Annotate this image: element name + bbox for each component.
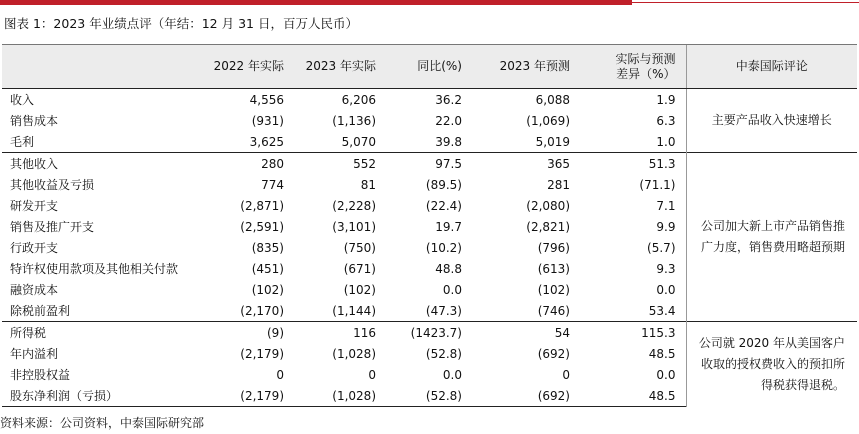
header-yoy: 同比(%) [386, 45, 472, 89]
row-diff: 9.9 [656, 219, 676, 234]
header-2023-actual: 2023 年实际 [294, 45, 386, 89]
row-forecast: 54 [472, 322, 580, 344]
comment-expenses: 公司加大新上市产品销售推广力度，销售费用略超预期 [686, 153, 857, 322]
row-2022: (451) [251, 261, 284, 276]
row-yoy: (47.3) [425, 303, 462, 318]
row-forecast: (692) [537, 346, 570, 361]
row-item: 销售成本 [10, 114, 59, 128]
row-yoy: (22.4) [425, 198, 462, 213]
row-diff: 115.3 [580, 322, 686, 344]
row-item: 年内溢利 [10, 347, 59, 361]
top-accent-bar [0, 0, 632, 5]
row-2023: (2,228) [332, 198, 376, 213]
row-2023: (3,101) [332, 219, 376, 234]
row-2022: (2,170) [240, 303, 284, 318]
comment-revenue: 主要产品收入快速增长 [686, 89, 857, 153]
row-2022: (2,179) [240, 346, 284, 361]
row-diff: 1.0 [656, 134, 676, 149]
row-diff: 0.0 [656, 282, 676, 297]
row-forecast: (2,080) [526, 198, 570, 213]
row-yoy: (1423.7) [386, 322, 472, 344]
row-yoy: 36.2 [435, 92, 462, 107]
row-2022: (9) [202, 322, 294, 344]
row-2023: (1,028) [294, 385, 386, 407]
row-forecast: 6,088 [535, 92, 570, 107]
row-yoy: (10.2) [425, 240, 462, 255]
row-item: 销售及推广开支 [10, 220, 95, 234]
row-2023: 116 [294, 322, 386, 344]
row-2022: 4,556 [249, 92, 284, 107]
row-yoy: 48.8 [435, 261, 462, 276]
table-row [2, 322, 857, 344]
row-2022: (835) [251, 240, 284, 255]
header-diff-line2: 差异（%） [616, 66, 676, 81]
row-item: 除税前盈利 [10, 304, 71, 318]
row-2023: 5,070 [341, 134, 376, 149]
source-note: 资料来源：公司资料，中泰国际研究部 [0, 416, 205, 430]
row-diff: (71.1) [639, 177, 676, 192]
row-diff: 6.3 [656, 113, 676, 128]
row-2023: (1,028) [332, 346, 376, 361]
row-2023: (102) [343, 282, 376, 297]
row-2022: 774 [261, 177, 284, 192]
row-item: 其他收益及亏损 [10, 178, 95, 192]
row-2022: (931) [251, 113, 284, 128]
row-forecast: (1,069) [526, 113, 570, 128]
row-forecast: 5,019 [535, 134, 570, 149]
row-yoy: 22.0 [435, 113, 462, 128]
table-row [2, 153, 857, 175]
row-yoy: 19.7 [435, 219, 462, 234]
row-diff: 48.5 [580, 385, 686, 407]
comment-tax: 公司就 2020 年从美国客户收取的授权费收入的预扣所得税获得退税。 [686, 322, 857, 407]
row-yoy: 0.0 [442, 367, 462, 382]
header-row [2, 45, 857, 89]
row-item: 融资成本 [10, 283, 59, 297]
row-forecast: (102) [537, 282, 570, 297]
row-2022: (2,179) [202, 385, 294, 407]
row-item: 非控股权益 [10, 368, 71, 382]
row-2022: (2,591) [240, 219, 284, 234]
row-2023: (750) [343, 240, 376, 255]
row-diff: 1.9 [656, 92, 676, 107]
row-item: 毛利 [10, 135, 35, 149]
top-accent-line [632, 2, 859, 3]
row-yoy: (89.5) [425, 177, 462, 192]
row-forecast: (746) [537, 303, 570, 318]
row-forecast: (796) [537, 240, 570, 255]
header-item [2, 45, 202, 89]
row-item: 特许权使用款项及其他相关付款 [10, 262, 179, 276]
header-comment: 中泰国际评论 [686, 45, 857, 89]
row-2022: (102) [251, 282, 284, 297]
row-forecast: (692) [472, 385, 580, 407]
table-caption: 图表 1：2023 年业绩点评（年结：12 月 31 日，百万人民币） [4, 16, 358, 31]
row-2022: (2,871) [240, 198, 284, 213]
row-diff: 48.5 [648, 346, 676, 361]
row-diff: 9.3 [656, 261, 676, 276]
header-2023-forecast: 2023 年预测 [472, 45, 580, 89]
row-2023: (1,144) [332, 303, 376, 318]
row-yoy: 39.8 [435, 134, 462, 149]
row-forecast: 281 [547, 177, 570, 192]
header-diff-line1: 实际与预测 [615, 51, 676, 66]
row-2023: 552 [294, 153, 386, 175]
row-item: 股东净利润（亏损） [2, 385, 202, 407]
row-forecast: 365 [472, 153, 580, 175]
row-yoy: 97.5 [386, 153, 472, 175]
earnings-review-table [2, 44, 857, 407]
row-item: 所得税 [2, 322, 202, 344]
row-2023: 6,206 [341, 92, 376, 107]
row-diff: 53.4 [648, 303, 676, 318]
row-2022: 3,625 [249, 134, 284, 149]
row-2022: 280 [202, 153, 294, 175]
row-diff: 7.1 [656, 198, 676, 213]
row-diff: (5.7) [647, 240, 676, 255]
row-yoy: (52.8) [425, 346, 462, 361]
header-2022-actual: 2022 年实际 [202, 45, 294, 89]
row-diff: 51.3 [580, 153, 686, 175]
row-item: 收入 [10, 93, 35, 107]
row-diff: 0.0 [656, 367, 676, 382]
header-diff [580, 45, 686, 89]
row-2022: 0 [276, 367, 284, 382]
row-2023: (1,136) [332, 113, 376, 128]
row-yoy: 0.0 [442, 282, 462, 297]
table-row [2, 89, 857, 111]
row-forecast: 0 [562, 367, 570, 382]
row-item: 其他收入 [2, 153, 202, 175]
row-forecast: (2,821) [526, 219, 570, 234]
row-2023: 81 [360, 177, 376, 192]
row-item: 研发开支 [10, 199, 59, 213]
row-2023: 0 [368, 367, 376, 382]
row-2023: (671) [343, 261, 376, 276]
row-item: 行政开支 [10, 241, 59, 255]
row-forecast: (613) [537, 261, 570, 276]
row-yoy: (52.8) [386, 385, 472, 407]
